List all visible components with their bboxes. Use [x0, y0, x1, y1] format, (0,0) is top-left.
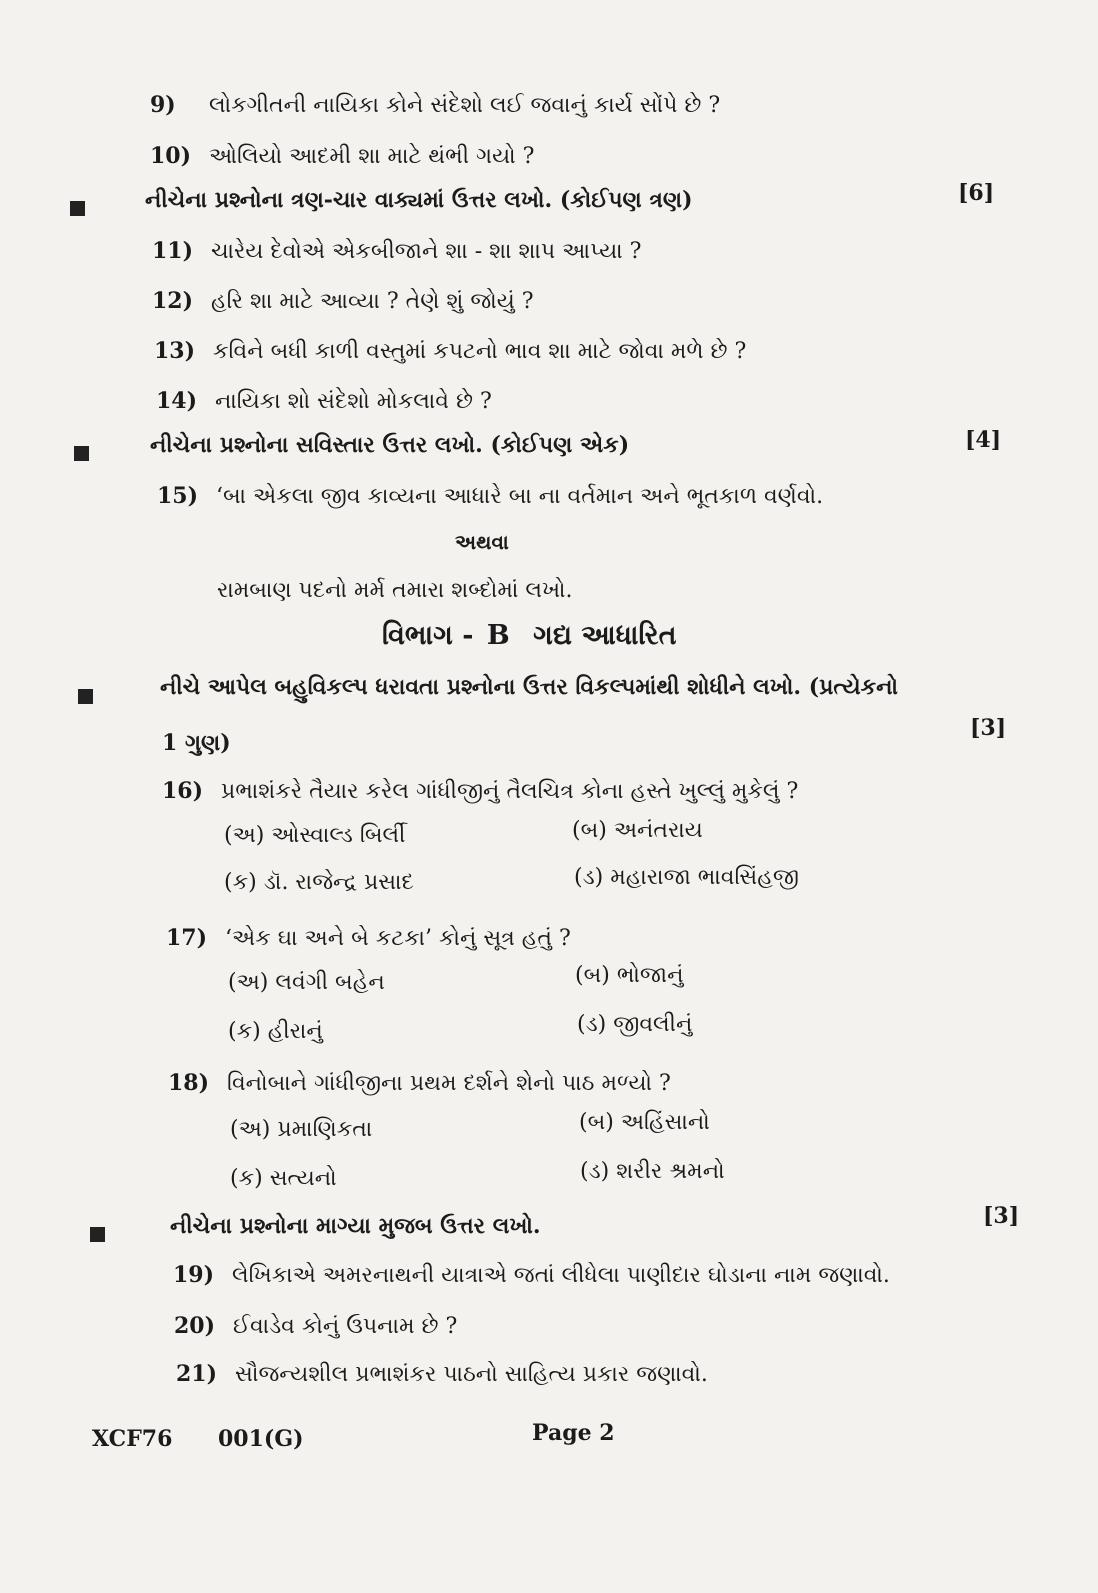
- question-text: લેખિકાએ અમરનાથની યાત્રાએ જતાં લીધેલા પાણીદાર ઘોડાના નામ જણાવો.: [232, 1263, 890, 1288]
- question-number: 19): [173, 1262, 215, 1288]
- marks-label: [3]: [970, 715, 1007, 741]
- option-b: (બ) ભોજાનું: [575, 963, 684, 988]
- question-21: [176, 1361, 708, 1387]
- bullet-square-icon: [78, 689, 93, 704]
- alternative-question: રામબાણ પદનો મર્મ તમારા શબ્દોમાં લખો.: [217, 578, 573, 603]
- question-10: [150, 143, 534, 169]
- option-d: (ડ) મહારાજા ભાવસિંહજી: [574, 865, 799, 890]
- option-b: (બ) અનંતરાય: [572, 818, 703, 843]
- question-13: [154, 338, 746, 364]
- question-text: કવિને બધી કાળી વસ્તુમાં કપટનો ભાવ શા માટે જોવા મળે છે ?: [213, 339, 747, 364]
- question-number: 9): [150, 92, 176, 118]
- option-b: (બ) અહિંસાનો: [579, 1110, 710, 1135]
- question-text: સૌજન્યશીલ પ્રભાશંકર પાઠનો સાહિત્ય પ્રકાર જણાવો.: [235, 1362, 708, 1387]
- question-19: [173, 1262, 890, 1288]
- section-label: વિભાગ -: [382, 620, 474, 651]
- marks-label: [6]: [958, 180, 995, 206]
- question-number: 18): [168, 1070, 210, 1096]
- footer-code: XCF76: [92, 1426, 173, 1452]
- question-number: 13): [154, 338, 196, 364]
- option-c: (ક) હીરાનું: [228, 1019, 323, 1044]
- section-title: ગદ્ય આધારિત: [533, 620, 677, 651]
- question-18: [168, 1070, 671, 1096]
- question-text: ઓલિયો આદમી શા માટે થંભી ગયો ?: [209, 144, 535, 169]
- section-instruction-continued: 1 ગુણ): [162, 730, 231, 756]
- question-number: 16): [162, 778, 204, 804]
- question-9: [150, 92, 720, 118]
- question-15: [157, 483, 823, 509]
- question-number: 12): [152, 288, 194, 314]
- question-12: [152, 288, 534, 314]
- question-number: 17): [166, 925, 208, 951]
- option-d: (ડ) શરીર શ્રમનો: [580, 1159, 725, 1184]
- question-number: 14): [156, 388, 198, 414]
- page-number: Page 2: [532, 1420, 615, 1446]
- question-text: ‘એક ઘા અને બે કટકા’ કોનું સૂત્ર હતું ?: [225, 926, 571, 951]
- question-11: [152, 238, 641, 264]
- footer-paper-code: 001(G): [218, 1426, 304, 1452]
- question-number: 20): [174, 1313, 216, 1339]
- question-number: 10): [150, 143, 192, 169]
- question-number: 11): [152, 238, 194, 264]
- bullet-square-icon: [90, 1227, 105, 1242]
- marks-label: [4]: [965, 427, 1002, 453]
- bullet-square-icon: [74, 446, 89, 461]
- section-letter: B: [486, 620, 510, 651]
- question-20: [174, 1313, 457, 1339]
- option-a: (અ) ઓસ્વાલ્ડ બિર્લી: [224, 823, 406, 848]
- section-instruction: નીચે આપેલ બહુવિકલ્પ ધરાવતા પ્રશ્નોના ઉત્તર વિકલ્પમાંથી શોધીને લખો. (પ્રત્યેકનો: [160, 674, 899, 700]
- option-d: (ડ) જીવલીનું: [577, 1012, 693, 1037]
- question-text: પ્રભાશંકરે તૈયાર કરેલ ગાંધીજીનું તૈલચિત્ર કોના હસ્તે ખુલ્લું મુકેલું ?: [221, 779, 799, 804]
- question-number: 15): [157, 483, 199, 509]
- question-text: ચારેય દેવોએ એકબીજાને શા - શા શાપ આપ્યા ?: [211, 239, 642, 264]
- section-b-heading: [382, 620, 676, 652]
- question-text: હરિ શા માટે આવ્યા ? તેણે શું જોયું ?: [211, 289, 534, 314]
- or-separator: અથવા: [455, 530, 509, 554]
- question-number: 21): [176, 1361, 218, 1387]
- section-instruction: નીચેના પ્રશ્નોના ત્રણ-ચાર વાક્યમાં ઉત્તર લખો. (કોઈપણ ત્રણ): [145, 187, 693, 213]
- question-text: વિનોબાને ગાંધીજીના પ્રથમ દર્શને શેનો પાઠ મળ્યો ?: [227, 1071, 671, 1096]
- question-text: ઈવાડેવ કોનું ઉપનામ છે ?: [233, 1314, 458, 1339]
- question-text: નાયિકા શો સંદેશો મોકલાવે છે ?: [215, 389, 492, 414]
- bullet-square-icon: [70, 201, 85, 216]
- question-text: લોકગીતની નાયિકા કોને સંદેશો લઈ જવાનું કાર્ય સોંપે છે ?: [209, 93, 721, 118]
- option-a: (અ) પ્રમાણિકતા: [230, 1117, 373, 1142]
- marks-label: [3]: [983, 1203, 1020, 1229]
- question-14: [156, 388, 492, 414]
- question-text: ‘બા એકલા જીવ કાવ્યના આધારે બા ના વર્તમાન અને ભૂતકાળ વર્ણવો.: [216, 484, 824, 509]
- option-c: (ક) ડૉ. રાજેન્દ્ર પ્રસાદ: [224, 870, 414, 895]
- section-instruction: નીચેના પ્રશ્નોના સવિસ્તાર ઉત્તર લખો. (કોઈપણ એક): [150, 432, 630, 458]
- option-a: (અ) લવંગી બહેન: [228, 970, 385, 995]
- question-16: [162, 778, 798, 804]
- question-17: [166, 925, 571, 951]
- section-instruction: નીચેના પ્રશ્નોના માગ્યા મુજબ ઉત્તર લખો.: [170, 1213, 541, 1239]
- option-c: (ક) સત્યનો: [230, 1166, 337, 1191]
